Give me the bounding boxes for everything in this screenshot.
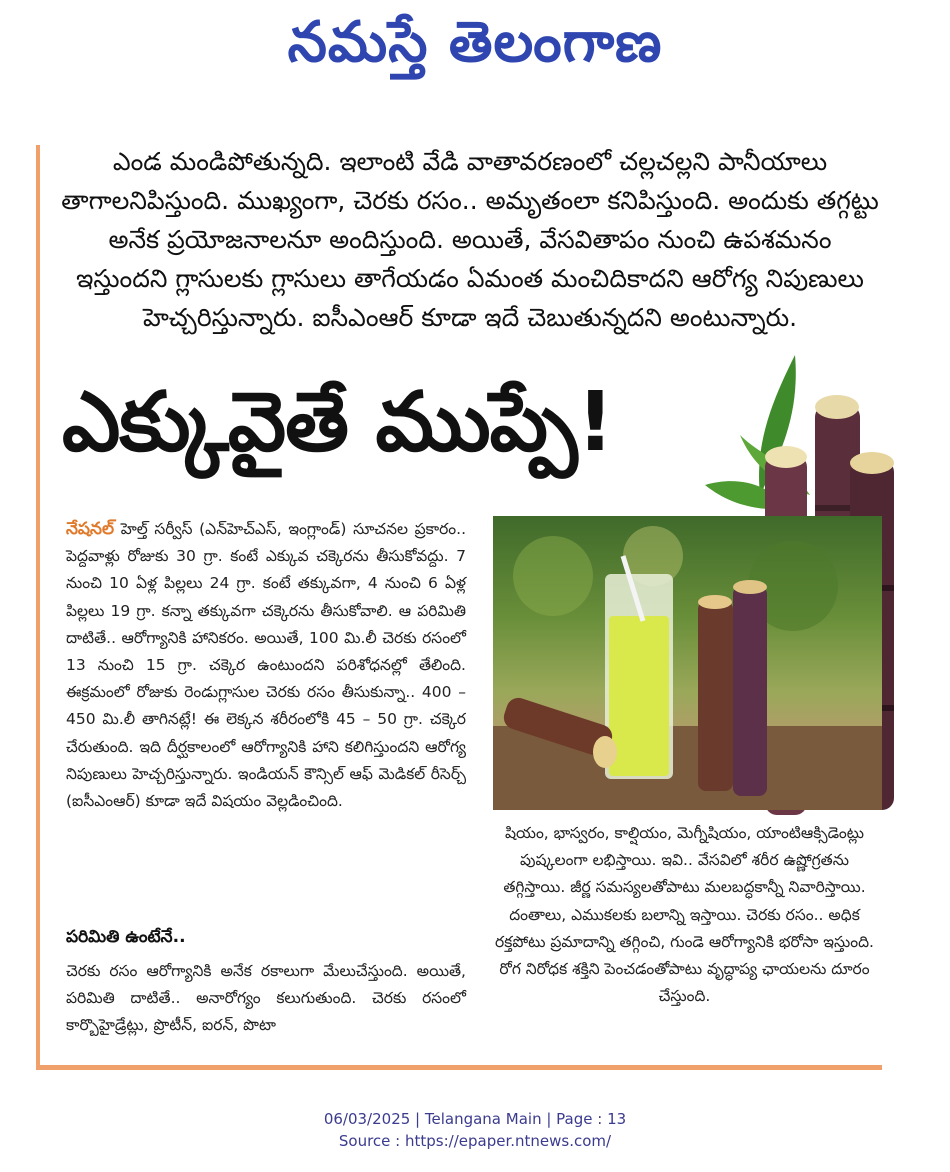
body-column-left-continued: చెరకు రసం ఆరోగ్యానికి అనేక రకాలుగా మేలుచేస్తుంది. అయితే, పరిమితి దాటితే.. అనారోగ్యం కలుగుతుంది. చెరకు రసంలో కార్బొహైడ్రేట్లు, ప్రొటీన్, ఐరన్, పొటా bbox=[66, 962, 466, 1035]
page-footer bbox=[0, 1108, 950, 1152]
lead-word: నేషనల్ bbox=[66, 519, 115, 539]
sugarcane-juice-photo bbox=[493, 516, 882, 810]
body-column-left bbox=[66, 516, 466, 815]
intro-paragraph: ఎండ మండిపోతున్నది. ఇలాంటి వేడి వాతావరణంలో చల్లచల్లని పానీయాలు తాగాలనిపిస్తుంది. ముఖ్యంగా, చెరకు రసం.. అమృతంలా కనిపిస్తుంది. అందుకు తగ్గట్టు అనేక ప్రయోజనాలనూ అందిస్తుంది. అయితే, వేసవితాపం నుంచి ఉపశమనం ఇస్తుందని గ్లాసులకు గ్లాసులు తాగేయడం ఏమంత మంచిదికాదని ఆరోగ్య నిపుణులు హెచ్చరిస్తున్నారు. ఐసీఎంఆర్ కూడా ఇదే చెబుతున్నదని అంటున్నారు. bbox=[61, 147, 879, 332]
photo-scene bbox=[493, 516, 882, 810]
headline: ఎక్కువైతే ముప్పే! bbox=[62, 375, 614, 470]
footer-edition-line: 06/03/2025 | Telangana Main | Page : 13 bbox=[323, 1110, 627, 1128]
body-column-right: షియం, భాస్వరం, కాల్షియం, మెగ్నీషియం, యాంటిఆక్సిడెంట్లు పుష్కలంగా లభిస్తాయి. ఇవి.. వేసవిలో శరీర ఉష్ణోగ్రతను తగ్గిస్తాయి. జీర్ణ సమస్యలతోపాటు మలబద్ధకాన్నీ నివారిస్తాయి. దంతాలు, ఎముకలకు బలాన్ని ఇస్తాయి. చెరకు రసం.. అధిక రక్తపోటు ప్రమాదాన్ని తగ్గించి, గుండె ఆరోగ్యానికి భరోసా ఇస్తుంది. రోగ నిరోధక శక్తిని పెంచడంతోపాటు వృద్ధాప్య ఛాయలను దూరం చేస్తుంది. bbox=[495, 824, 874, 1006]
frame-bottom-rule bbox=[36, 1065, 882, 1070]
body-left-text: హెల్త్ సర్వీస్ (ఎన్‌హెచ్ఎస్, ఇంగ్లాండ్) సూచనల ప్రకారం.. పెద్దవాళ్లు రోజుకు 30 గ్రా. కంటే ఎక్కువ చక్కెరను తీసుకోవద్దు. 7 నుంచి 10 ఏళ్ల పిల్లలు 24 గ్రా. కంటే తక్కువగా, 4 నుంచి 6 ఏళ్ల పిల్లలు 19 గ్రా. కన్నా తక్కువగా చక్కెరను తీసుకోవాలి. ఆ పరిమితి దాటితే.. ఆరోగ్యానికి హానికరం. అయితే, 100 మి.లీ చెరకు రసంలో 13 నుంచి 15 గ్రా. చక్కెర ఉంటుందని పరిశోధనల్లో తేలింది. ఈక్రమంలో రోజుకు రెండుగ్లాసుల చెరకు రసం తీసుకున్నా.. 400 – 450 మి.లీ తాగినట్లే! ఈ లెక్కన శరీరంలోకి 45 – 50 గ్రా. చక్కెర చేరుతుంది. ఇది దీర్ఘకాలంలో ఆరోగ్యానికి హాని కలిగిస్తుందని ఆరోగ్య నిపుణులు హెచ్చరిస్తున్నారు. ఇండియన్ కౌన్సిల్ ఆఫ్ మెడికల్ రీసెర్చ్ (ఐసీఎంఆర్) కూడా ఇదే విషయం వెల్లడించింది. bbox=[66, 520, 466, 811]
footer-source-line: Source : https://epaper.ntnews.com/ bbox=[338, 1132, 612, 1150]
subheading: పరిమితి ఉంటేనే.. bbox=[66, 927, 186, 947]
frame-left-rule bbox=[36, 145, 40, 1065]
masthead-title: నమస్తే తెలంగాణ bbox=[287, 10, 663, 75]
